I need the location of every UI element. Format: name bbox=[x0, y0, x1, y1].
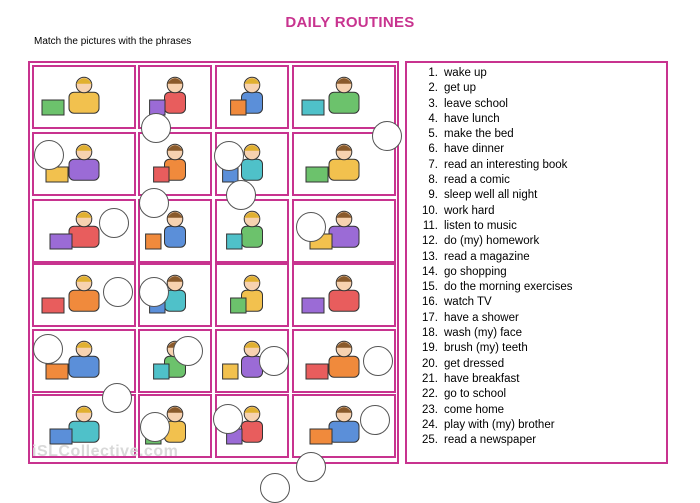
page-title: DAILY ROUTINES bbox=[285, 14, 415, 31]
phrase-number: 11. bbox=[422, 219, 438, 232]
phrase-text: have dinner bbox=[444, 143, 505, 156]
answer-circle[interactable] bbox=[34, 140, 64, 170]
phrase-number: 22. bbox=[422, 388, 438, 401]
picture-cell bbox=[292, 65, 396, 129]
answer-circle[interactable] bbox=[173, 336, 203, 366]
phrase-text: read a magazine bbox=[444, 250, 530, 263]
phrase-text: listen to music bbox=[444, 219, 517, 232]
instruction-text: Match the pictures with the phrases bbox=[34, 36, 192, 47]
phrase-number: 2. bbox=[428, 82, 438, 95]
phrase-item bbox=[420, 142, 572, 157]
answer-circle[interactable] bbox=[213, 404, 243, 434]
phrase-number: 8. bbox=[428, 174, 438, 187]
routine-illustration bbox=[217, 67, 287, 127]
phrase-text: work hard bbox=[444, 204, 495, 217]
phrase-text: have breakfast bbox=[444, 372, 520, 385]
answer-circle[interactable] bbox=[296, 452, 326, 482]
phrase-number: 16. bbox=[422, 296, 438, 309]
phrase-number: 6. bbox=[428, 143, 438, 156]
phrase-number: 19. bbox=[422, 342, 438, 355]
picture-cell bbox=[138, 329, 212, 393]
phrase-text: wash (my) face bbox=[444, 327, 522, 340]
phrase-number: 17. bbox=[422, 311, 438, 324]
phrase-item bbox=[420, 188, 572, 203]
picture-cell bbox=[215, 65, 289, 129]
phrase-text: play with (my) brother bbox=[444, 418, 555, 431]
answer-circle[interactable] bbox=[360, 405, 390, 435]
picture-cell bbox=[215, 263, 289, 327]
phrase-number: 1. bbox=[428, 67, 438, 79]
phrase-item bbox=[420, 219, 572, 234]
phrase-item bbox=[420, 204, 572, 219]
phrase-number: 13. bbox=[422, 250, 438, 263]
phrase-text: read a comic bbox=[444, 174, 510, 187]
phrase-item bbox=[420, 250, 572, 265]
routine-illustration bbox=[294, 67, 394, 127]
answer-circle[interactable] bbox=[99, 208, 129, 238]
phrase-item bbox=[420, 341, 572, 356]
phrase-item bbox=[420, 158, 572, 173]
phrase-number: 5. bbox=[428, 128, 438, 141]
phrase-number: 23. bbox=[422, 403, 438, 416]
phrase-item bbox=[420, 112, 572, 127]
phrase-text: wake up bbox=[444, 67, 487, 79]
phrase-item bbox=[420, 311, 572, 326]
routine-illustration bbox=[34, 67, 134, 127]
phrase-item bbox=[420, 295, 572, 310]
routine-illustration bbox=[140, 134, 210, 194]
phrase-text: sleep well all night bbox=[444, 189, 538, 202]
phrase-number: 15. bbox=[422, 281, 438, 294]
phrase-item bbox=[420, 403, 572, 418]
phrase-text: watch TV bbox=[444, 296, 492, 309]
phrase-text: get dressed bbox=[444, 357, 505, 370]
phrase-number: 18. bbox=[422, 327, 438, 340]
phrase-item bbox=[420, 357, 572, 372]
phrase-number: 9. bbox=[428, 189, 438, 202]
phrase-text: go to school bbox=[444, 388, 507, 401]
picture-cell bbox=[215, 199, 289, 263]
answer-circle[interactable] bbox=[226, 180, 256, 210]
routine-illustration bbox=[217, 265, 287, 325]
phrase-text: read a newspaper bbox=[444, 434, 537, 447]
phrase-item bbox=[420, 372, 572, 387]
answer-circle[interactable] bbox=[214, 141, 244, 171]
watermark: iSLCollective.com bbox=[32, 443, 179, 460]
phrase-list bbox=[420, 66, 572, 448]
phrase-item bbox=[420, 433, 572, 448]
answer-circle[interactable] bbox=[372, 121, 402, 151]
routine-illustration bbox=[294, 265, 394, 325]
answer-circle[interactable] bbox=[296, 212, 326, 242]
answer-circle[interactable] bbox=[140, 412, 170, 442]
phrase-text: brush (my) teeth bbox=[444, 342, 528, 355]
answer-circle[interactable] bbox=[363, 346, 393, 376]
phrase-text: go shopping bbox=[444, 265, 507, 278]
phrase-number: 10. bbox=[422, 204, 438, 217]
answer-circle[interactable] bbox=[141, 113, 171, 143]
phrase-text: have a shower bbox=[444, 311, 519, 324]
phrase-text: do the morning exercises bbox=[444, 281, 573, 294]
routine-illustration bbox=[217, 201, 287, 261]
phrase-number: 25. bbox=[422, 434, 438, 447]
phrase-item bbox=[420, 234, 572, 249]
routine-illustration bbox=[140, 331, 210, 391]
answer-circle[interactable] bbox=[103, 277, 133, 307]
phrase-item bbox=[420, 265, 572, 280]
phrase-number: 12. bbox=[422, 235, 438, 248]
phrase-number: 24. bbox=[422, 418, 438, 431]
phrase-text: read an interesting book bbox=[444, 158, 568, 171]
answer-circle[interactable] bbox=[33, 334, 63, 364]
phrase-item bbox=[420, 127, 572, 142]
phrase-item bbox=[420, 418, 572, 433]
answer-circle[interactable] bbox=[260, 473, 290, 503]
picture-cell bbox=[32, 65, 136, 129]
picture-cell bbox=[292, 263, 396, 327]
phrase-item bbox=[420, 173, 572, 188]
phrase-item bbox=[420, 387, 572, 402]
phrase-item bbox=[420, 280, 572, 295]
phrase-text: have lunch bbox=[444, 112, 500, 125]
answer-circle[interactable] bbox=[139, 188, 169, 218]
phrase-text: leave school bbox=[444, 97, 508, 110]
phrase-number: 20. bbox=[422, 357, 438, 370]
phrase-item bbox=[420, 97, 572, 112]
phrase-number: 7. bbox=[428, 158, 438, 171]
answer-circle[interactable] bbox=[102, 383, 132, 413]
phrase-text: make the bed bbox=[444, 128, 514, 141]
phrase-text: come home bbox=[444, 403, 505, 416]
answer-circle[interactable] bbox=[259, 346, 289, 376]
phrase-item bbox=[420, 66, 572, 81]
phrase-number: 21. bbox=[422, 372, 438, 385]
phrase-text: get up bbox=[444, 82, 476, 95]
phrase-text: do (my) homework bbox=[444, 235, 540, 248]
phrase-item bbox=[420, 81, 572, 96]
answer-circle[interactable] bbox=[139, 277, 169, 307]
phrase-number: 3. bbox=[428, 97, 438, 110]
phrase-item bbox=[420, 326, 572, 341]
phrase-number: 14. bbox=[422, 265, 438, 278]
phrase-number: 4. bbox=[428, 112, 438, 125]
